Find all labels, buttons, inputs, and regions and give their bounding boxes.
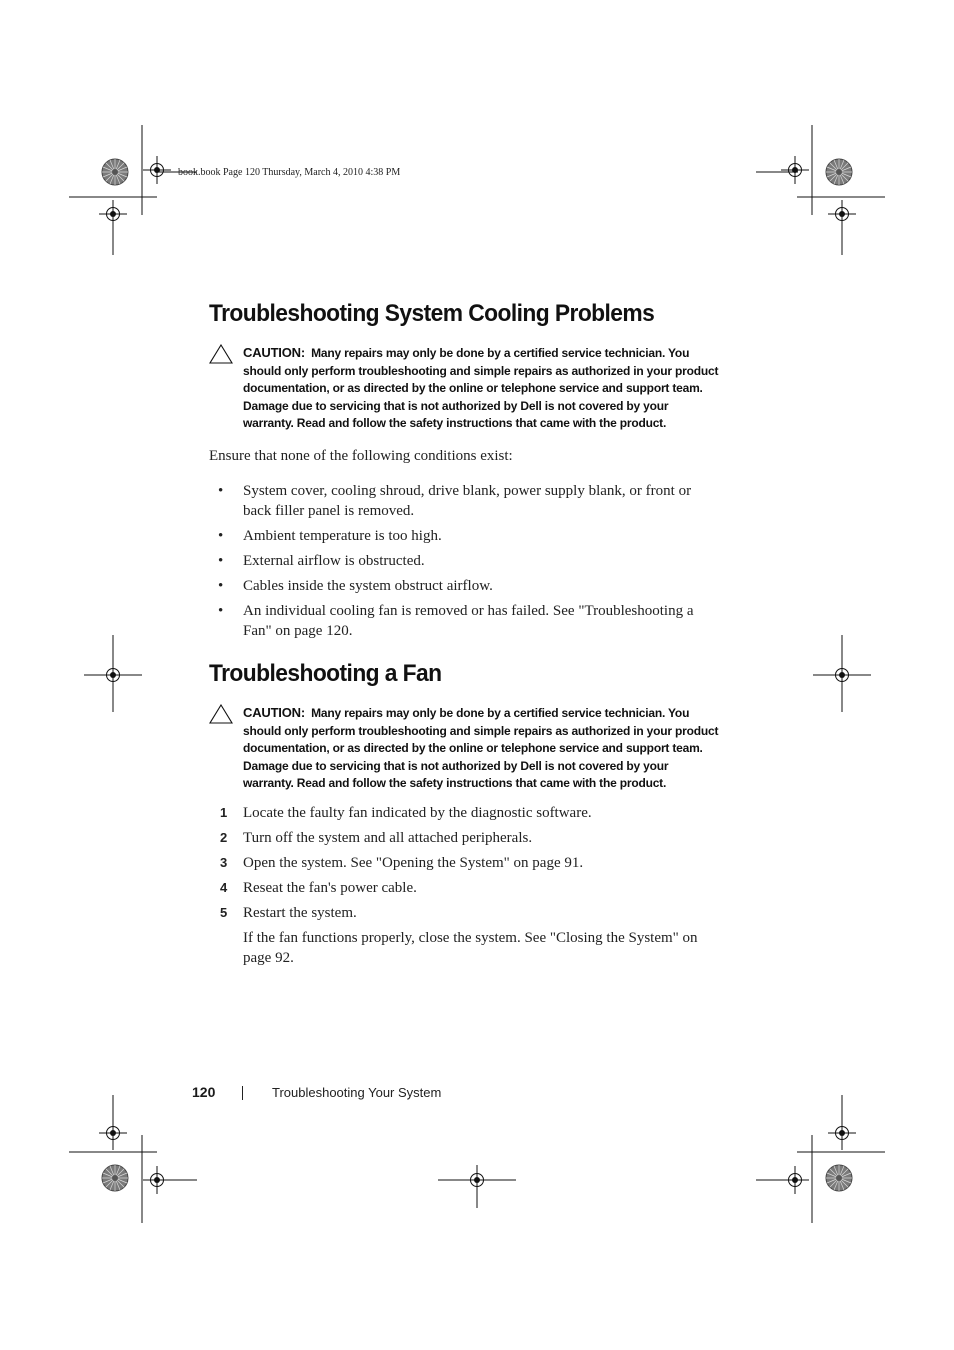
caution-triangle-icon [209, 704, 233, 724]
list-item: • Cables inside the system obstruct airflow. [218, 577, 493, 594]
section-title-cooling: Troubleshooting System Cooling Problems [209, 300, 655, 327]
conditions-list [209, 481, 721, 641]
disc-mark-bottom-right [826, 1165, 852, 1191]
footer-separator [242, 1086, 243, 1100]
list-item: • External airflow is obstructed. [218, 552, 425, 569]
disc-mark-bottom-left [102, 1165, 128, 1191]
list-item: • Ambient temperature is too high. [218, 527, 442, 544]
registration-mark-icon [143, 156, 171, 184]
fan-steps-list [209, 803, 721, 923]
caution-notice [209, 704, 721, 793]
step-note: If the fan functions properly, close the system. See "Closing the System" on page 92. [243, 929, 698, 966]
step-item: 3 Open the system. See "Opening the System" on page 91. [220, 854, 584, 871]
step-item: 4 Reseat the fan's power cable. [220, 879, 417, 896]
print-header-stamp: book.book Page 120 Thursday, March 4, 2010 4:38 PM [178, 167, 401, 178]
caution-label: CAUTION: [243, 704, 305, 720]
step-item: 1 Locate the faulty fan indicated by the diagnostic software. [220, 804, 592, 821]
step-item: 2 Turn off the system and all attached peripherals. [220, 829, 533, 846]
disc-mark-top-right [826, 159, 852, 185]
step-item: 5 Restart the system. [220, 904, 357, 921]
list-item: • System cover, cooling shroud, drive blank, power supply blank, or front or back filler panel is removed. [218, 482, 692, 519]
caution-triangle-icon [209, 344, 233, 364]
page-footer [192, 1084, 592, 1104]
caution-label: CAUTION: [243, 345, 305, 360]
registration-mark-icon [781, 156, 809, 184]
caution-notice [209, 344, 721, 433]
intro-text: Ensure that none of the following conditions exist: [209, 447, 513, 464]
caution-text: Many repairs may only be done by a certified service technician. You should only perform troubleshooting and simple repairs as authorized in your product documentation, or as directed by the online or telephone service and support team. Damage due to servicing that is not authorized by Dell is not covered by your warranty. Read and follow the safety instructions that came with the product. [243, 346, 719, 431]
caution-text: Many repairs may only be done by a certified service technician. You should only perform troubleshooting and simple repairs as authorized in your product documentation, or as directed by the online or telephone service and support team. Damage due to servicing that is not authorized by Dell is not covered by your warranty. Read and follow the safety instructions that came with the product. [243, 705, 719, 791]
page-content [209, 300, 721, 968]
list-item: • An individual cooling fan is removed or has failed. See "Troubleshooting a Fan" on page 120. [218, 602, 694, 639]
disc-mark-top-left [102, 159, 128, 185]
section-title-fan: Troubleshooting a Fan [209, 659, 442, 687]
chapter-title: Troubleshooting Your System [272, 1085, 442, 1100]
page-number: 120 [192, 1084, 216, 1100]
